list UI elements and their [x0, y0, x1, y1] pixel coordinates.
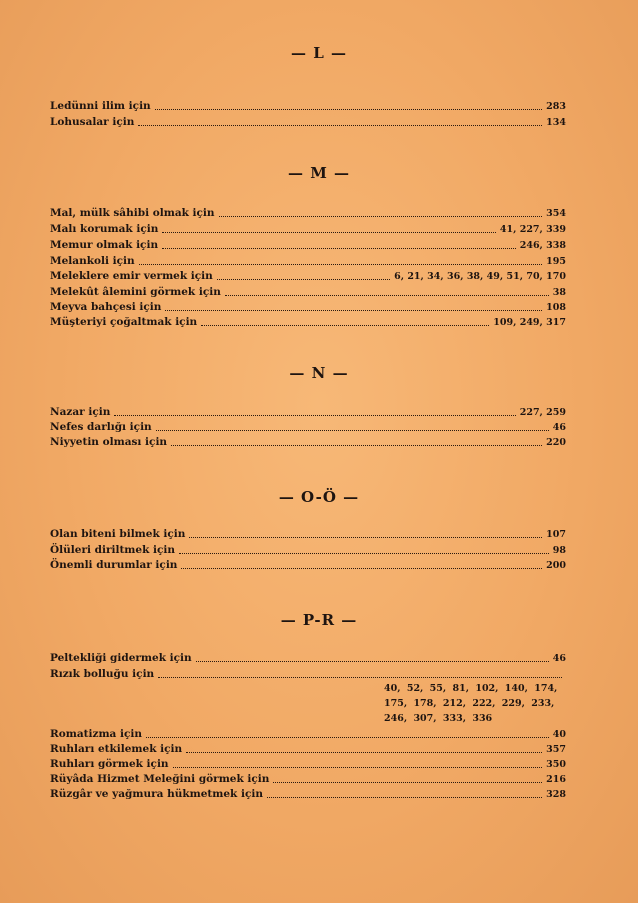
entry-pages: 40	[552, 729, 566, 740]
index-entry	[50, 205, 566, 220]
dot-leader	[114, 415, 515, 416]
index-entry	[50, 237, 566, 252]
index-entry	[50, 114, 566, 129]
index-entry	[50, 726, 566, 741]
entry-pages: 109, 249, 317	[493, 317, 566, 328]
index-entry	[50, 542, 566, 557]
entry-pages: 220	[546, 437, 566, 448]
entry-label: Önemli durumlar için	[50, 559, 178, 571]
dot-leader	[162, 248, 516, 249]
entry-label: Rızık bolluğu için	[50, 668, 155, 680]
index-entry	[50, 526, 566, 541]
dot-leader	[171, 445, 542, 446]
section-header-m: — M —	[287, 164, 351, 182]
index-entry	[50, 756, 566, 771]
index-entry	[50, 404, 566, 419]
index-entry	[50, 666, 566, 681]
entry-label: Olan biteni bilmek için	[50, 528, 186, 540]
index-entry	[50, 741, 566, 756]
entry-label: Ruhları görmek için	[50, 758, 169, 770]
dot-leader	[173, 767, 543, 768]
entry-label: Nefes darlığı için	[50, 421, 152, 433]
index-entry	[50, 557, 566, 572]
section-header-p-r: — P-R —	[280, 611, 358, 629]
entry-label: Lohusalar için	[50, 116, 135, 128]
entry-label: Rüzgâr ve yağmura hükmetmek için	[50, 788, 263, 800]
section-header-l: — L —	[291, 44, 347, 62]
dot-leader	[196, 661, 549, 662]
dot-leader	[225, 295, 549, 296]
entry-label: Ledünni ilim için	[50, 100, 151, 112]
index-entry	[50, 253, 566, 268]
index-entry	[50, 650, 566, 665]
entry-label: Memur olmak için	[50, 239, 159, 251]
entry-pages: 283	[546, 101, 566, 112]
dot-leader	[219, 216, 543, 217]
dot-leader	[181, 568, 542, 569]
index-entry	[50, 434, 566, 449]
entry-pages: 354	[546, 208, 566, 219]
dot-leader	[146, 737, 549, 738]
entry-label: Nazar için	[50, 406, 111, 418]
entry-label: Melekût âlemini görmek için	[50, 286, 221, 298]
index-entry	[50, 314, 566, 329]
entry-label: Niyyetin olması için	[50, 436, 168, 448]
entry-label: Malı korumak için	[50, 223, 159, 235]
entry-pages-continued: 40, 52, 55, 81, 102, 140, 174,	[384, 683, 558, 694]
entry-pages: 46	[552, 422, 566, 433]
index-entry	[50, 221, 566, 236]
index-entry	[50, 419, 566, 434]
entry-label: Müşteriyi çoğaltmak için	[50, 316, 198, 328]
index-entry	[50, 771, 566, 786]
entry-pages: 6, 21, 34, 36, 38, 49, 51, 70, 170	[394, 271, 566, 282]
entry-pages: 227, 259	[519, 407, 566, 418]
entry-label: Romatizma için	[50, 728, 143, 740]
dot-leader	[138, 125, 542, 126]
entry-pages: 107	[546, 529, 566, 540]
dot-leader	[165, 310, 542, 311]
entry-label: Rüyâda Hizmet Meleğini görmek için	[50, 773, 270, 785]
entry-pages: 134	[546, 117, 566, 128]
entry-label: Meleklere emir vermek için	[50, 270, 213, 282]
entry-pages: 246, 338	[519, 240, 566, 251]
entry-label: Ruhları etkilemek için	[50, 743, 183, 755]
section-header-n: — N —	[289, 364, 349, 382]
dot-leader	[189, 537, 542, 538]
dot-leader	[217, 279, 390, 280]
entry-pages: 38	[552, 287, 566, 298]
dot-leader	[201, 325, 489, 326]
dot-leader	[179, 553, 549, 554]
dot-leader	[156, 430, 549, 431]
dot-leader	[186, 752, 542, 753]
dot-leader	[158, 677, 562, 678]
entry-label: Ölüleri diriltmek için	[50, 544, 176, 556]
dot-leader	[162, 232, 496, 233]
entry-label: Meyva bahçesi için	[50, 301, 162, 313]
index-entry	[50, 786, 566, 801]
entry-pages: 41, 227, 339	[499, 224, 566, 235]
dot-leader	[155, 109, 542, 110]
index-entry	[50, 299, 566, 314]
entry-pages: 108	[546, 302, 566, 313]
entry-pages-continued: 246, 307, 333, 336	[384, 713, 493, 724]
dot-leader	[273, 782, 542, 783]
section-header-o: — O-Ö —	[278, 488, 360, 506]
entry-pages: 195	[546, 256, 566, 267]
index-entry	[50, 268, 566, 283]
entry-pages-continued: 175, 178, 212, 222, 229, 233,	[384, 698, 555, 709]
entry-pages: 350	[546, 759, 566, 770]
dot-leader	[139, 264, 543, 265]
entry-label: Peltekliği gidermek için	[50, 652, 192, 664]
entry-pages: 216	[546, 774, 566, 785]
entry-label: Melankoli için	[50, 255, 135, 267]
index-entry	[50, 98, 566, 113]
entry-pages: 46	[552, 653, 566, 664]
index-entry	[50, 284, 566, 299]
entry-label: Mal, mülk sâhibi olmak için	[50, 207, 215, 219]
entry-pages: 200	[546, 560, 566, 571]
dot-leader	[267, 797, 542, 798]
entry-pages: 328	[546, 789, 566, 800]
entry-pages: 357	[546, 744, 566, 755]
entry-pages: 98	[552, 545, 566, 556]
